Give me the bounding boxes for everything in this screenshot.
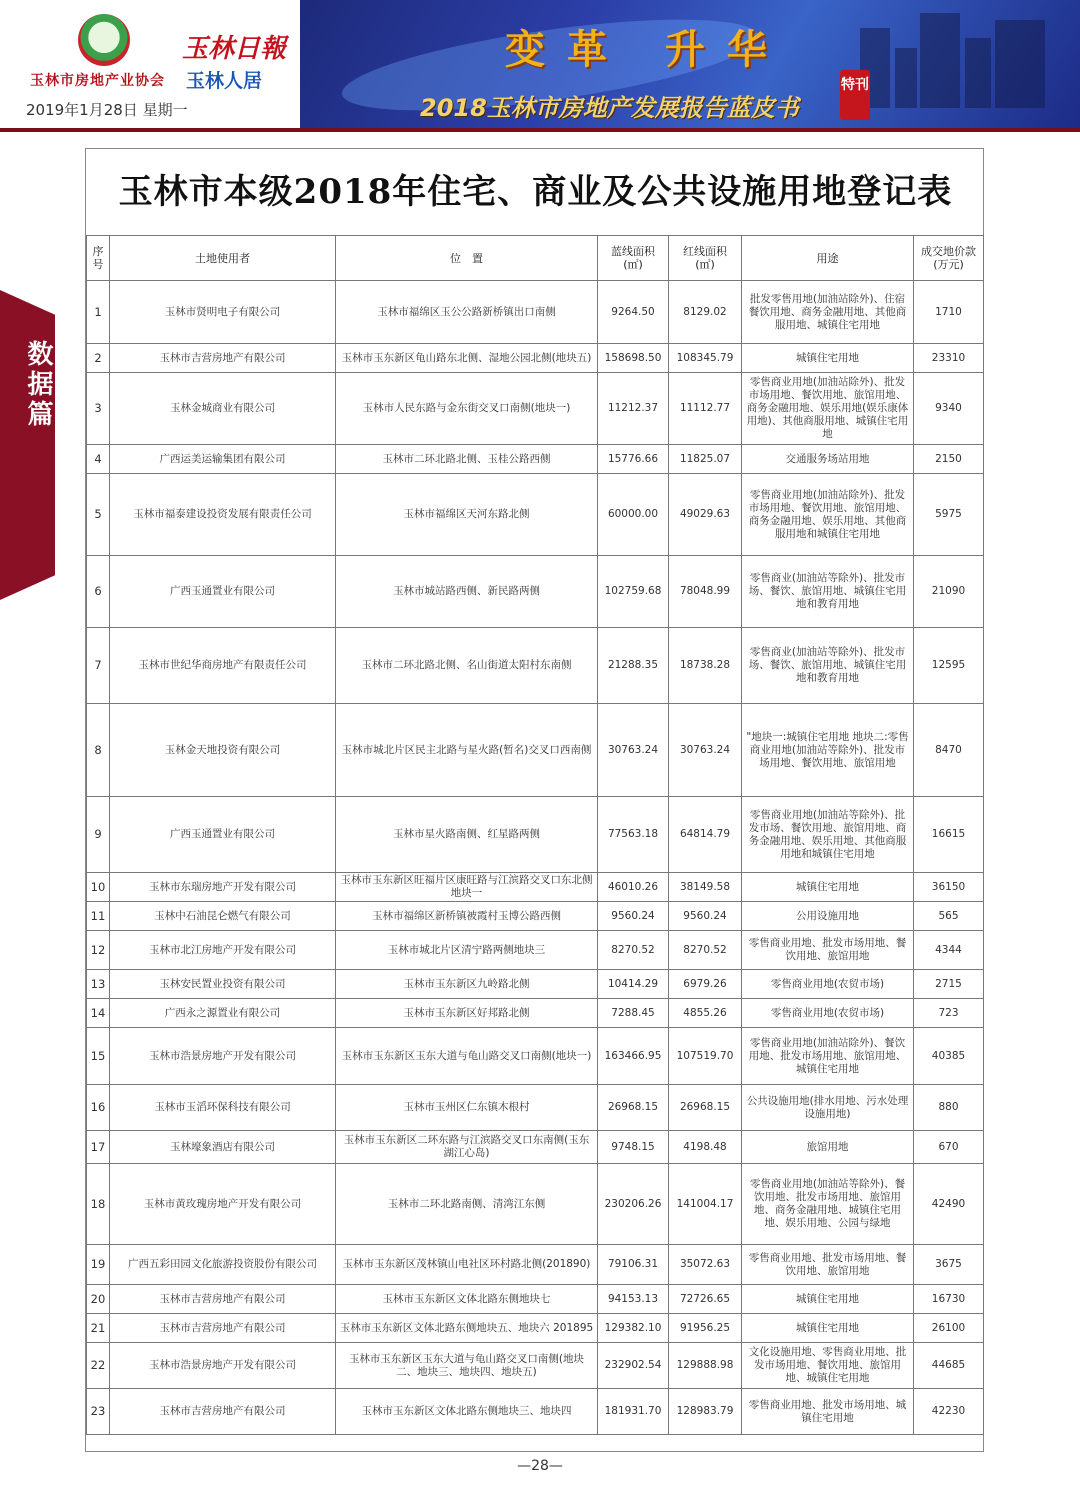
cell-index: 15	[87, 1028, 110, 1085]
cell-blue-area: 230206.26	[598, 1164, 669, 1245]
table-body	[87, 281, 984, 1435]
cell-usage: 旅馆用地	[742, 1131, 914, 1164]
cell-location: 玉林市玉东新区玉东大道与龟山路交叉口南侧(地块二、地块三、地块四、地块五)	[336, 1343, 598, 1389]
cell-blue-area: 181931.70	[598, 1389, 669, 1435]
cell-red-area: 38149.58	[669, 873, 742, 902]
table-row	[87, 931, 984, 970]
cell-blue-area: 30763.24	[598, 704, 669, 797]
banner-report-title: 2018玉林市房地产发展报告蓝皮书	[420, 94, 799, 122]
cell-index: 23	[87, 1389, 110, 1435]
table-row	[87, 902, 984, 931]
cell-index: 21	[87, 1314, 110, 1343]
cell-index: 19	[87, 1245, 110, 1285]
cell-red-area: 11112.77	[669, 373, 742, 445]
cell-blue-area: 11212.37	[598, 373, 669, 445]
cell-land-user: 玉林市福泰建设投资发展有限责任公司	[110, 474, 336, 556]
header-usage: 用途	[742, 236, 914, 281]
cell-land-user: 广西永之源置业有限公司	[110, 999, 336, 1028]
header-price: 成交地价款 (万元)	[914, 236, 984, 281]
cell-price: 723	[914, 999, 984, 1028]
cell-usage: 公用设施用地	[742, 902, 914, 931]
cell-price: 21090	[914, 556, 984, 628]
cell-usage: 城镇住宅用地	[742, 344, 914, 373]
cell-red-area: 72726.65	[669, 1285, 742, 1314]
cell-land-user: 玉林市世纪华商房地产有限责任公司	[110, 628, 336, 704]
table-row	[87, 1343, 984, 1389]
table-header-row	[87, 236, 984, 281]
cell-red-area: 30763.24	[669, 704, 742, 797]
cell-land-user: 玉林金城商业有限公司	[110, 373, 336, 445]
association-logo	[78, 14, 130, 66]
header-blue-area: 蓝线面积 (㎡)	[598, 236, 669, 281]
table-row	[87, 344, 984, 373]
cell-red-area: 129888.98	[669, 1343, 742, 1389]
table-row	[87, 628, 984, 704]
cell-usage: 零售商业用地(加油站除外)、批发市场用地、餐饮用地、旅馆用地、商务金融用地、娱乐用地、其他商服用地和城镇住宅用地	[742, 474, 914, 556]
cell-index: 6	[87, 556, 110, 628]
cell-red-area: 26968.15	[669, 1085, 742, 1131]
cell-land-user: 广西玉通置业有限公司	[110, 797, 336, 873]
banner-slogan: 变革 升华	[505, 26, 789, 73]
cell-location: 玉林市玉东新区二环东路与江滨路交叉口东南侧(玉东湖江心岛)	[336, 1131, 598, 1164]
section-brand: 玉林人居	[186, 70, 263, 92]
table-row	[87, 704, 984, 797]
cell-usage: 零售商业用地(农贸市场)	[742, 970, 914, 999]
cell-land-user: 玉林市东瑞房地产开发有限公司	[110, 873, 336, 902]
table-row	[87, 1164, 984, 1245]
cell-usage: 零售商业用地(加油站等除外)、餐饮用地、批发市场用地、旅馆用地、商务金融用地、城镇住宅用地、娱乐用地、公园与绿地	[742, 1164, 914, 1245]
cell-index: 2	[87, 344, 110, 373]
cell-usage: 文化设施用地、零售商业用地、批发市场用地、餐饮用地、旅馆用地、城镇住宅用地	[742, 1343, 914, 1389]
cell-location: 玉林市二环北路北侧、名山街道太阳村东南侧	[336, 628, 598, 704]
cell-index: 8	[87, 704, 110, 797]
cell-price: 9340	[914, 373, 984, 445]
document-title: 玉林市本级2018年住宅、商业及公共设施用地登记表	[118, 172, 953, 212]
cell-red-area: 64814.79	[669, 797, 742, 873]
cell-index: 7	[87, 628, 110, 704]
cell-price: 40385	[914, 1028, 984, 1085]
header-divider	[0, 128, 1080, 132]
cell-red-area: 11825.07	[669, 445, 742, 474]
cell-blue-area: 7288.45	[598, 999, 669, 1028]
cell-blue-area: 158698.50	[598, 344, 669, 373]
cell-price: 4344	[914, 931, 984, 970]
cell-red-area: 9560.24	[669, 902, 742, 931]
newspaper-name: 玉林日報	[182, 34, 287, 64]
cell-price: 42230	[914, 1389, 984, 1435]
cell-land-user: 玉林中石油昆仑燃气有限公司	[110, 902, 336, 931]
cell-blue-area: 94153.13	[598, 1285, 669, 1314]
cell-blue-area: 129382.10	[598, 1314, 669, 1343]
cell-price: 16615	[914, 797, 984, 873]
cell-blue-area: 21288.35	[598, 628, 669, 704]
cell-blue-area: 163466.95	[598, 1028, 669, 1085]
header-location: 位 置	[336, 236, 598, 281]
cell-index: 5	[87, 474, 110, 556]
cell-usage: "地块一:城镇住宅用地 地块二:零售商业用地(加油站等除外)、批发市场用地、餐饮用地、旅馆用地	[742, 704, 914, 797]
cell-location: 玉林市福绵区玉公公路新桥镇出口南侧	[336, 281, 598, 344]
cell-location: 玉林市玉东新区九岭路北侧	[336, 970, 598, 999]
cell-location: 玉林市星火路南侧、红星路两侧	[336, 797, 598, 873]
cell-red-area: 18738.28	[669, 628, 742, 704]
cell-red-area: 108345.79	[669, 344, 742, 373]
cell-location: 玉林市人民东路与金东街交叉口南侧(地块一)	[336, 373, 598, 445]
header-user: 土地使用者	[110, 236, 336, 281]
cell-land-user: 玉林壕象酒店有限公司	[110, 1131, 336, 1164]
cell-usage: 零售商业用地(加油站除外)、批发市场用地、餐饮用地、旅馆用地、商务金融用地、娱乐用地(娱乐康体用地)、其他商服用地、城镇住宅用地	[742, 373, 914, 445]
cell-index: 16	[87, 1085, 110, 1131]
cell-land-user: 广西玉通置业有限公司	[110, 556, 336, 628]
cell-location: 玉林市城北片区清宁路两侧地块三	[336, 931, 598, 970]
cell-index: 18	[87, 1164, 110, 1245]
cell-price: 880	[914, 1085, 984, 1131]
cell-red-area: 4855.26	[669, 999, 742, 1028]
cell-land-user: 玉林市浩景房地产开发有限公司	[110, 1343, 336, 1389]
cell-land-user: 玉林市吉营房地产有限公司	[110, 1285, 336, 1314]
cell-usage: 批发零售用地(加油站除外)、住宿餐饮用地、商务金融用地、其他商服用地、城镇住宅用地	[742, 281, 914, 344]
side-section-tab	[0, 290, 55, 600]
cell-blue-area: 9748.15	[598, 1131, 669, 1164]
cell-usage: 零售商业用地、批发市场用地、餐饮用地、旅馆用地	[742, 931, 914, 970]
cell-red-area: 8129.02	[669, 281, 742, 344]
header-red-area: 红线面积 (㎡)	[669, 236, 742, 281]
cell-usage: 城镇住宅用地	[742, 873, 914, 902]
cell-blue-area: 26968.15	[598, 1085, 669, 1131]
cell-price: 670	[914, 1131, 984, 1164]
cell-price: 565	[914, 902, 984, 931]
cell-red-area: 35072.63	[669, 1245, 742, 1285]
issue-date: 2019年1月28日 星期一	[26, 101, 188, 119]
table-row	[87, 556, 984, 628]
cell-location: 玉林市玉东新区文体北路东侧地块五、地块六 201895	[336, 1314, 598, 1343]
table-row	[87, 797, 984, 873]
land-registration-table	[86, 235, 984, 1435]
cell-usage: 城镇住宅用地	[742, 1285, 914, 1314]
cell-price: 1710	[914, 281, 984, 344]
cell-index: 20	[87, 1285, 110, 1314]
cell-location: 玉林市玉东新区龟山路东北侧、湿地公园北侧(地块五)	[336, 344, 598, 373]
cell-location: 玉林市福绵区天河东路北侧	[336, 474, 598, 556]
cell-index: 1	[87, 281, 110, 344]
cell-usage: 交通服务场站用地	[742, 445, 914, 474]
cell-usage: 零售商业用地(加油站等除外)、批发市场、餐饮用地、旅馆用地、商务金融用地、娱乐用地、其他商服用地和城镇住宅用地	[742, 797, 914, 873]
cell-land-user: 玉林市浩景房地产开发有限公司	[110, 1028, 336, 1085]
cell-usage: 零售商业(加油站等除外)、批发市场、餐饮、旅馆用地、城镇住宅用地和教育用地	[742, 556, 914, 628]
cell-red-area: 4198.48	[669, 1131, 742, 1164]
cell-location: 玉林市玉东新区茂林镇山电社区环村路北侧(201890)	[336, 1245, 598, 1285]
header-index: 序号	[87, 236, 110, 281]
cell-land-user: 玉林市黄玫瑰房地产开发有限公司	[110, 1164, 336, 1245]
cell-blue-area: 79106.31	[598, 1245, 669, 1285]
cell-location: 玉林市二环北路北侧、玉桂公路西侧	[336, 445, 598, 474]
cell-location: 玉林市玉东新区文体北路东侧地块七	[336, 1285, 598, 1314]
cell-land-user: 玉林市玉滔环保科技有限公司	[110, 1085, 336, 1131]
cell-land-user: 玉林市贤明电子有限公司	[110, 281, 336, 344]
table-row	[87, 474, 984, 556]
land-registration-document	[85, 148, 984, 1452]
cell-location: 玉林市玉东新区好邦路北侧	[336, 999, 598, 1028]
cell-red-area: 8270.52	[669, 931, 742, 970]
cell-blue-area: 232902.54	[598, 1343, 669, 1389]
cell-usage: 零售商业用地、批发市场用地、城镇住宅用地	[742, 1389, 914, 1435]
cell-location: 玉林市二环北路南侧、清湾江东侧	[336, 1164, 598, 1245]
cell-red-area: 141004.17	[669, 1164, 742, 1245]
cell-location: 玉林市城站路西侧、新民路两侧	[336, 556, 598, 628]
cell-index: 14	[87, 999, 110, 1028]
cell-usage: 零售商业用地(加油站除外)、餐饮用地、批发市场用地、旅馆用地、城镇住宅用地	[742, 1028, 914, 1085]
side-section-label: 数据篇	[23, 340, 53, 430]
cell-location: 玉林市玉东新区玉东大道与龟山路交叉口南侧(地块一)	[336, 1028, 598, 1085]
table-row	[87, 1085, 984, 1131]
cell-price: 5975	[914, 474, 984, 556]
cell-usage: 零售商业(加油站等除外)、批发市场、餐饮、旅馆用地、城镇住宅用地和教育用地	[742, 628, 914, 704]
table-row	[87, 999, 984, 1028]
cell-land-user: 广西运美运输集团有限公司	[110, 445, 336, 474]
cell-red-area: 6979.26	[669, 970, 742, 999]
cell-usage: 城镇住宅用地	[742, 1314, 914, 1343]
cell-usage: 公共设施用地(排水用地、污水处理设施用地)	[742, 1085, 914, 1131]
page-header	[0, 0, 1080, 128]
cell-index: 4	[87, 445, 110, 474]
cell-blue-area: 9264.50	[598, 281, 669, 344]
cell-index: 12	[87, 931, 110, 970]
table-row	[87, 1285, 984, 1314]
special-issue-badge: 特刊	[840, 70, 870, 120]
cell-blue-area: 10414.29	[598, 970, 669, 999]
cell-index: 13	[87, 970, 110, 999]
cell-land-user: 玉林市吉营房地产有限公司	[110, 1314, 336, 1343]
table-row	[87, 1245, 984, 1285]
cell-red-area: 128983.79	[669, 1389, 742, 1435]
cell-blue-area: 60000.00	[598, 474, 669, 556]
cell-land-user: 玉林安民置业投资有限公司	[110, 970, 336, 999]
table-row	[87, 1314, 984, 1343]
cell-red-area: 91956.25	[669, 1314, 742, 1343]
cell-index: 11	[87, 902, 110, 931]
cell-usage: 零售商业用地、批发市场用地、餐饮用地、旅馆用地	[742, 1245, 914, 1285]
table-row	[87, 281, 984, 344]
cell-land-user: 玉林市吉营房地产有限公司	[110, 1389, 336, 1435]
cell-blue-area: 102759.68	[598, 556, 669, 628]
cell-blue-area: 9560.24	[598, 902, 669, 931]
cell-usage: 零售商业用地(农贸市场)	[742, 999, 914, 1028]
cell-red-area: 107519.70	[669, 1028, 742, 1085]
cell-index: 3	[87, 373, 110, 445]
cell-red-area: 49029.63	[669, 474, 742, 556]
cell-blue-area: 46010.26	[598, 873, 669, 902]
cell-index: 10	[87, 873, 110, 902]
cell-price: 36150	[914, 873, 984, 902]
cell-location: 玉林市玉东新区文体北路东侧地块三、地块四	[336, 1389, 598, 1435]
cell-price: 8470	[914, 704, 984, 797]
cell-price: 12595	[914, 628, 984, 704]
cell-location: 玉林市福绵区新桥镇被霞村玉博公路西侧	[336, 902, 598, 931]
cell-blue-area: 77563.18	[598, 797, 669, 873]
page-number: — 28 —	[0, 1458, 1080, 1474]
cell-price: 16730	[914, 1285, 984, 1314]
cell-price: 42490	[914, 1164, 984, 1245]
table-row	[87, 1028, 984, 1085]
header-banner	[300, 0, 1080, 128]
cell-red-area: 78048.99	[669, 556, 742, 628]
table-row	[87, 873, 984, 902]
cell-price: 26100	[914, 1314, 984, 1343]
cell-location: 玉林市玉州区仁东镇木根村	[336, 1085, 598, 1131]
cell-price: 2150	[914, 445, 984, 474]
cell-price: 3675	[914, 1245, 984, 1285]
cell-blue-area: 15776.66	[598, 445, 669, 474]
cell-price: 44685	[914, 1343, 984, 1389]
cell-blue-area: 8270.52	[598, 931, 669, 970]
cell-price: 23310	[914, 344, 984, 373]
table-row	[87, 445, 984, 474]
association-name: 玉林市房地产业协会	[30, 73, 165, 89]
table-row	[87, 1389, 984, 1435]
cell-location: 玉林市玉东新区旺福片区康旺路与江滨路交叉口东北侧地块一	[336, 873, 598, 902]
cell-index: 17	[87, 1131, 110, 1164]
cell-location: 玉林市城北片区民主北路与星火路(暂名)交叉口西南侧	[336, 704, 598, 797]
table-row	[87, 1131, 984, 1164]
cell-index: 22	[87, 1343, 110, 1389]
cell-land-user: 玉林市北江房地产开发有限公司	[110, 931, 336, 970]
table-row	[87, 970, 984, 999]
cell-price: 2715	[914, 970, 984, 999]
cell-land-user: 广西五彩田园文化旅游投资股份有限公司	[110, 1245, 336, 1285]
cell-land-user: 玉林金天地投资有限公司	[110, 704, 336, 797]
cell-index: 9	[87, 797, 110, 873]
cell-land-user: 玉林市吉营房地产有限公司	[110, 344, 336, 373]
table-row	[87, 373, 984, 445]
